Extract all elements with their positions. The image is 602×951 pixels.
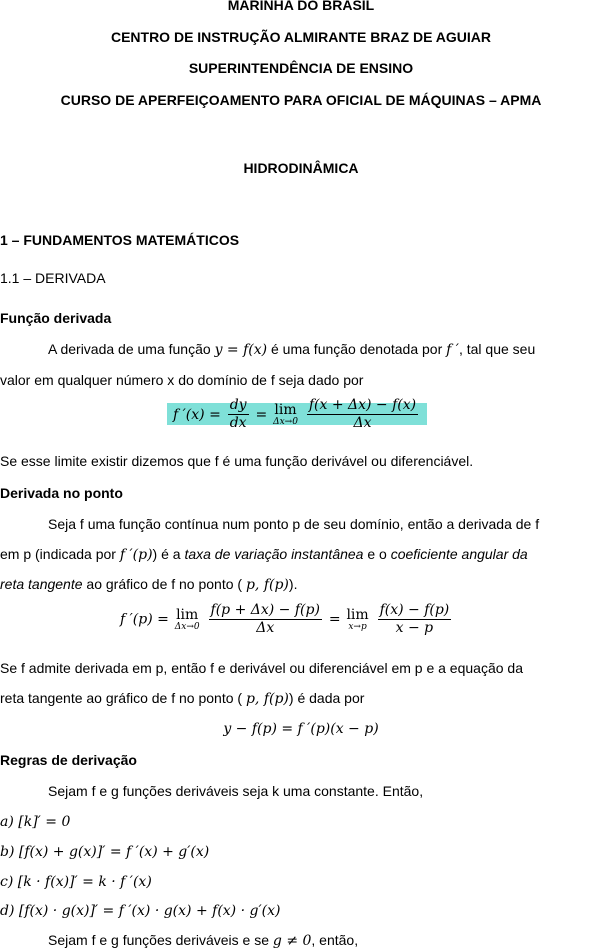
formula-derivative-at-point xyxy=(120,603,454,637)
rule-item-d: d) [f(x) · g(x)]′ = f ′(x) · g(x) + f(x) · g′(x) xyxy=(0,903,281,919)
math-inline: g ≠ 0 xyxy=(272,933,312,949)
formula-lhs: f ′(p) = xyxy=(120,611,169,628)
limit-label: lim xyxy=(176,606,199,623)
formula-highlight xyxy=(167,397,427,432)
paragraph-limit-exists: Se esse limite existir dizemos que f é uma função derivável ou diferenciável. xyxy=(0,453,474,469)
math-inline: f ′ xyxy=(446,342,459,358)
paragraph-regras-intro: Sejam f e g funções deriváveis seja k uma constante. Então, xyxy=(48,783,424,799)
heading-regras: Regras de derivação xyxy=(0,752,137,768)
section-heading: 1 – FUNDAMENTOS MATEMÁTICOS xyxy=(0,232,240,248)
fraction-numerator: dy xyxy=(228,398,249,415)
text-span: , então, xyxy=(311,932,359,948)
fraction-difference-quotient xyxy=(307,398,418,432)
text-span: , tal que seu xyxy=(458,341,536,357)
fraction-dy-dx xyxy=(228,398,249,432)
limit-label: lim xyxy=(274,401,297,418)
limit-subscript: Δx→0 xyxy=(273,416,298,427)
fraction-denominator: Δx xyxy=(256,620,275,637)
paragraph-ponto-line-2 xyxy=(0,546,528,564)
document-title: HIDRODINÂMICA xyxy=(243,160,359,176)
paragraph-funcao-line-1 xyxy=(48,341,535,359)
limit-operator xyxy=(273,403,298,427)
italic-span: coeficiente angular da xyxy=(390,546,528,562)
text-span: Sejam f e g funções deriváveis e se xyxy=(48,932,270,948)
formula-tangent-line: y − f(p) = f ′(p)(x − p) xyxy=(223,721,379,737)
subsection-heading: 1.1 – DERIVADA xyxy=(0,270,106,286)
text-span: A derivada de uma função xyxy=(48,341,211,357)
header-line-1: MARINHA DO BRASIL xyxy=(227,0,375,13)
math-inline: p, f(p) xyxy=(245,691,289,707)
text-span: é uma função denotada por xyxy=(271,341,443,357)
italic-span: reta tangente xyxy=(0,576,83,592)
fraction-numerator: f(x) − f(p) xyxy=(378,603,452,620)
text-span: ao gráfico de f no ponto ( xyxy=(86,576,243,592)
paragraph-regras-quotient xyxy=(48,932,358,950)
paragraph-funcao-line-2: valor em qualquer número x do domínio de f seja dado por xyxy=(0,372,364,388)
limit-operator xyxy=(346,608,368,632)
paragraph-reta-tangente xyxy=(0,690,364,708)
equals-sign: = xyxy=(255,406,268,423)
header-line-2: CENTRO DE INSTRUÇÃO ALMIRANTE BRAZ DE AGUIAR xyxy=(110,29,492,45)
italic-span: taxa de variação instantânea xyxy=(184,546,364,562)
header-line-3: SUPERINTENDÊNCIA DE ENSINO xyxy=(188,60,414,76)
limit-operator xyxy=(175,608,200,632)
heading-funcao-derivada: Função derivada xyxy=(0,310,112,326)
text-span: ) é dada por xyxy=(288,690,365,706)
math-inline: f ′(p) xyxy=(119,547,153,563)
fraction-numerator: f(x + Δx) − f(x) xyxy=(307,398,418,415)
text-span: e o xyxy=(367,546,387,562)
fraction-denominator: dx xyxy=(229,415,247,432)
fraction-secant-quotient xyxy=(378,603,452,637)
rule-item-a: a) [k]′ = 0 xyxy=(0,814,71,830)
math-inline: y = f(x) xyxy=(214,342,268,358)
formula-lhs: f ′(x) = xyxy=(173,406,221,423)
fraction-denominator: Δx xyxy=(353,415,372,432)
header-line-4: CURSO DE APERFEIÇOAMENTO PARA OFICIAL DE MÁQUINAS – APMA xyxy=(60,92,542,108)
rule-item-c: c) [k · f(x)]′ = k · f ′(x) xyxy=(0,874,152,890)
paragraph-ponto-line-1: Seja f uma função contínua num ponto p de seu domínio, então a derivada de f xyxy=(48,516,540,532)
math-inline: p, f(p) xyxy=(245,577,289,593)
text-span: ). xyxy=(288,576,298,592)
limit-subscript: x→p xyxy=(348,621,367,632)
heading-derivada-no-ponto: Derivada no ponto xyxy=(0,485,123,501)
fraction-denominator: x − p xyxy=(395,620,434,637)
formula-derivative-definition xyxy=(167,398,427,432)
rule-item-b: b) [f(x) + g(x)]′ = f ′(x) + g′(x) xyxy=(0,844,210,860)
limit-label: lim xyxy=(346,606,369,623)
paragraph-ponto-line-3 xyxy=(0,576,297,594)
text-span: em p (indicada por xyxy=(0,546,116,562)
equals-sign: = xyxy=(328,611,341,628)
fraction-numerator: f(p + Δx) − f(p) xyxy=(209,603,322,620)
paragraph-admite-derivada: Se f admite derivada em p, então f e derivável ou diferenciável em p e a equação da xyxy=(0,660,523,676)
fraction-delta-quotient xyxy=(209,603,322,637)
text-span: ) é a xyxy=(152,546,181,562)
limit-subscript: Δx→0 xyxy=(174,621,200,632)
text-span: reta tangente ao gráfico de f no ponto ( xyxy=(0,690,243,706)
